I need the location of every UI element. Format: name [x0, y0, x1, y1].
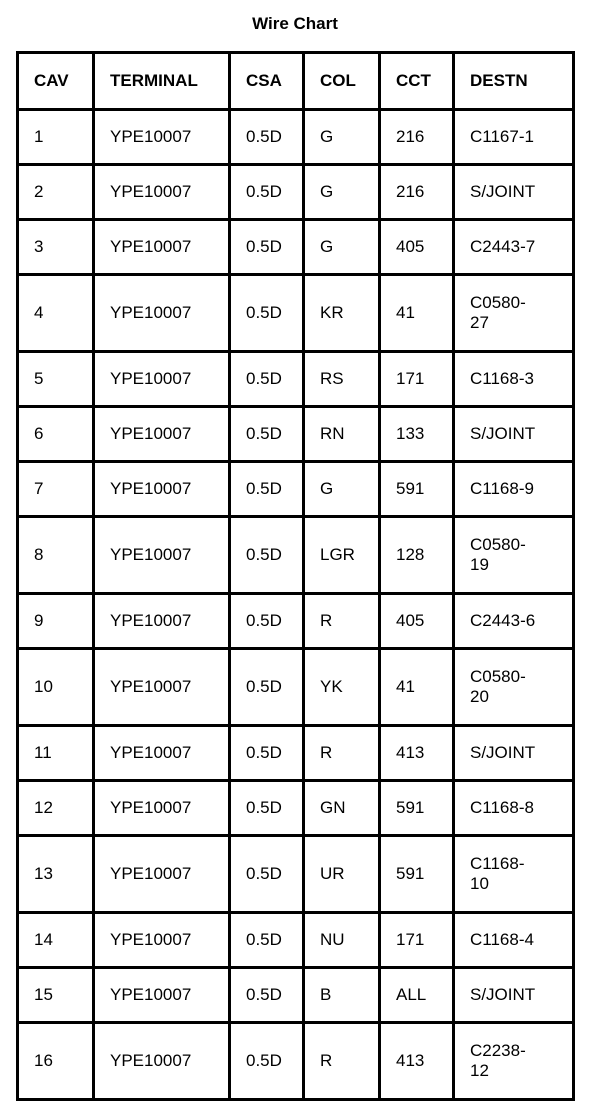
cell-csa: 0.5D	[230, 165, 304, 220]
cell-csa: 0.5D	[230, 726, 304, 781]
cell-csa: 0.5D	[230, 649, 304, 726]
cell-destn: C1168-4	[454, 913, 574, 968]
column-header-terminal: TERMINAL	[94, 53, 230, 110]
table-row	[18, 220, 574, 275]
cell-destn: C0580- 27	[454, 275, 574, 352]
cell-csa: 0.5D	[230, 352, 304, 407]
cell-col: RS	[304, 352, 380, 407]
cell-col: GN	[304, 781, 380, 836]
cell-csa: 0.5D	[230, 1023, 304, 1100]
cell-terminal: YPE10007	[94, 352, 230, 407]
cell-terminal: YPE10007	[94, 220, 230, 275]
cell-cct: 216	[380, 110, 454, 165]
table-row	[18, 649, 574, 726]
cell-destn: C1168- 10	[454, 836, 574, 913]
cell-col: R	[304, 1023, 380, 1100]
cell-terminal: YPE10007	[94, 275, 230, 352]
cell-cct: 171	[380, 352, 454, 407]
cell-col: B	[304, 968, 380, 1023]
wire-chart-table	[16, 51, 575, 1101]
cell-col: G	[304, 110, 380, 165]
cell-terminal: YPE10007	[94, 968, 230, 1023]
cell-csa: 0.5D	[230, 913, 304, 968]
cell-terminal: YPE10007	[94, 462, 230, 517]
cell-destn: C1168-8	[454, 781, 574, 836]
cell-destn: C1167-1	[454, 110, 574, 165]
cell-cav: 2	[18, 165, 94, 220]
cell-terminal: YPE10007	[94, 594, 230, 649]
cell-cct: 413	[380, 1023, 454, 1100]
cell-csa: 0.5D	[230, 968, 304, 1023]
cell-destn: C2238- 12	[454, 1023, 574, 1100]
cell-terminal: YPE10007	[94, 407, 230, 462]
cell-cav: 7	[18, 462, 94, 517]
cell-cav: 1	[18, 110, 94, 165]
column-header-cct: CCT	[380, 53, 454, 110]
cell-destn: S/JOINT	[454, 165, 574, 220]
cell-cav: 5	[18, 352, 94, 407]
cell-cct: 133	[380, 407, 454, 462]
column-header-cav: CAV	[18, 53, 94, 110]
cell-destn: C0580- 20	[454, 649, 574, 726]
cell-cav: 4	[18, 275, 94, 352]
cell-cav: 8	[18, 517, 94, 594]
table-row	[18, 913, 574, 968]
cell-terminal: YPE10007	[94, 1023, 230, 1100]
cell-cct: 171	[380, 913, 454, 968]
cell-col: NU	[304, 913, 380, 968]
cell-destn: C2443-6	[454, 594, 574, 649]
cell-col: KR	[304, 275, 380, 352]
table-row	[18, 462, 574, 517]
cell-col: G	[304, 220, 380, 275]
cell-cct: 41	[380, 649, 454, 726]
cell-csa: 0.5D	[230, 781, 304, 836]
cell-col: LGR	[304, 517, 380, 594]
cell-destn: C2443-7	[454, 220, 574, 275]
cell-terminal: YPE10007	[94, 781, 230, 836]
table-row	[18, 1023, 574, 1100]
cell-terminal: YPE10007	[94, 649, 230, 726]
cell-destn: S/JOINT	[454, 726, 574, 781]
cell-col: UR	[304, 836, 380, 913]
table-row	[18, 407, 574, 462]
cell-cct: 591	[380, 781, 454, 836]
cell-cct: ALL	[380, 968, 454, 1023]
table-row	[18, 165, 574, 220]
cell-csa: 0.5D	[230, 407, 304, 462]
cell-terminal: YPE10007	[94, 517, 230, 594]
cell-cct: 216	[380, 165, 454, 220]
cell-destn: S/JOINT	[454, 407, 574, 462]
cell-csa: 0.5D	[230, 462, 304, 517]
cell-col: G	[304, 462, 380, 517]
table-body	[18, 110, 574, 1100]
cell-terminal: YPE10007	[94, 913, 230, 968]
cell-terminal: YPE10007	[94, 110, 230, 165]
table-row	[18, 836, 574, 913]
cell-cct: 128	[380, 517, 454, 594]
cell-cav: 3	[18, 220, 94, 275]
table-row	[18, 781, 574, 836]
cell-csa: 0.5D	[230, 517, 304, 594]
cell-cct: 413	[380, 726, 454, 781]
cell-cav: 13	[18, 836, 94, 913]
cell-destn: C1168-9	[454, 462, 574, 517]
table-row	[18, 110, 574, 165]
cell-cav: 14	[18, 913, 94, 968]
cell-cav: 10	[18, 649, 94, 726]
cell-cav: 16	[18, 1023, 94, 1100]
cell-col: RN	[304, 407, 380, 462]
cell-csa: 0.5D	[230, 594, 304, 649]
table-row	[18, 726, 574, 781]
cell-col: R	[304, 594, 380, 649]
column-header-col: COL	[304, 53, 380, 110]
table-row	[18, 594, 574, 649]
cell-col: YK	[304, 649, 380, 726]
cell-csa: 0.5D	[230, 836, 304, 913]
cell-terminal: YPE10007	[94, 726, 230, 781]
cell-csa: 0.5D	[230, 275, 304, 352]
cell-cav: 9	[18, 594, 94, 649]
cell-destn: C0580- 19	[454, 517, 574, 594]
cell-cct: 405	[380, 220, 454, 275]
table-row	[18, 517, 574, 594]
table-row	[18, 275, 574, 352]
cell-terminal: YPE10007	[94, 836, 230, 913]
header-row	[18, 53, 574, 110]
cell-cav: 12	[18, 781, 94, 836]
cell-cct: 405	[380, 594, 454, 649]
table-row	[18, 352, 574, 407]
cell-cav: 11	[18, 726, 94, 781]
cell-cct: 41	[380, 275, 454, 352]
cell-terminal: YPE10007	[94, 165, 230, 220]
table-row	[18, 968, 574, 1023]
column-header-destn: DESTN	[454, 53, 574, 110]
page-title: Wire Chart	[252, 14, 338, 33]
cell-csa: 0.5D	[230, 110, 304, 165]
cell-cav: 15	[18, 968, 94, 1023]
cell-destn: S/JOINT	[454, 968, 574, 1023]
cell-cav: 6	[18, 407, 94, 462]
cell-destn: C1168-3	[454, 352, 574, 407]
cell-cct: 591	[380, 462, 454, 517]
column-header-csa: CSA	[230, 53, 304, 110]
cell-col: R	[304, 726, 380, 781]
cell-csa: 0.5D	[230, 220, 304, 275]
cell-cct: 591	[380, 836, 454, 913]
cell-col: G	[304, 165, 380, 220]
